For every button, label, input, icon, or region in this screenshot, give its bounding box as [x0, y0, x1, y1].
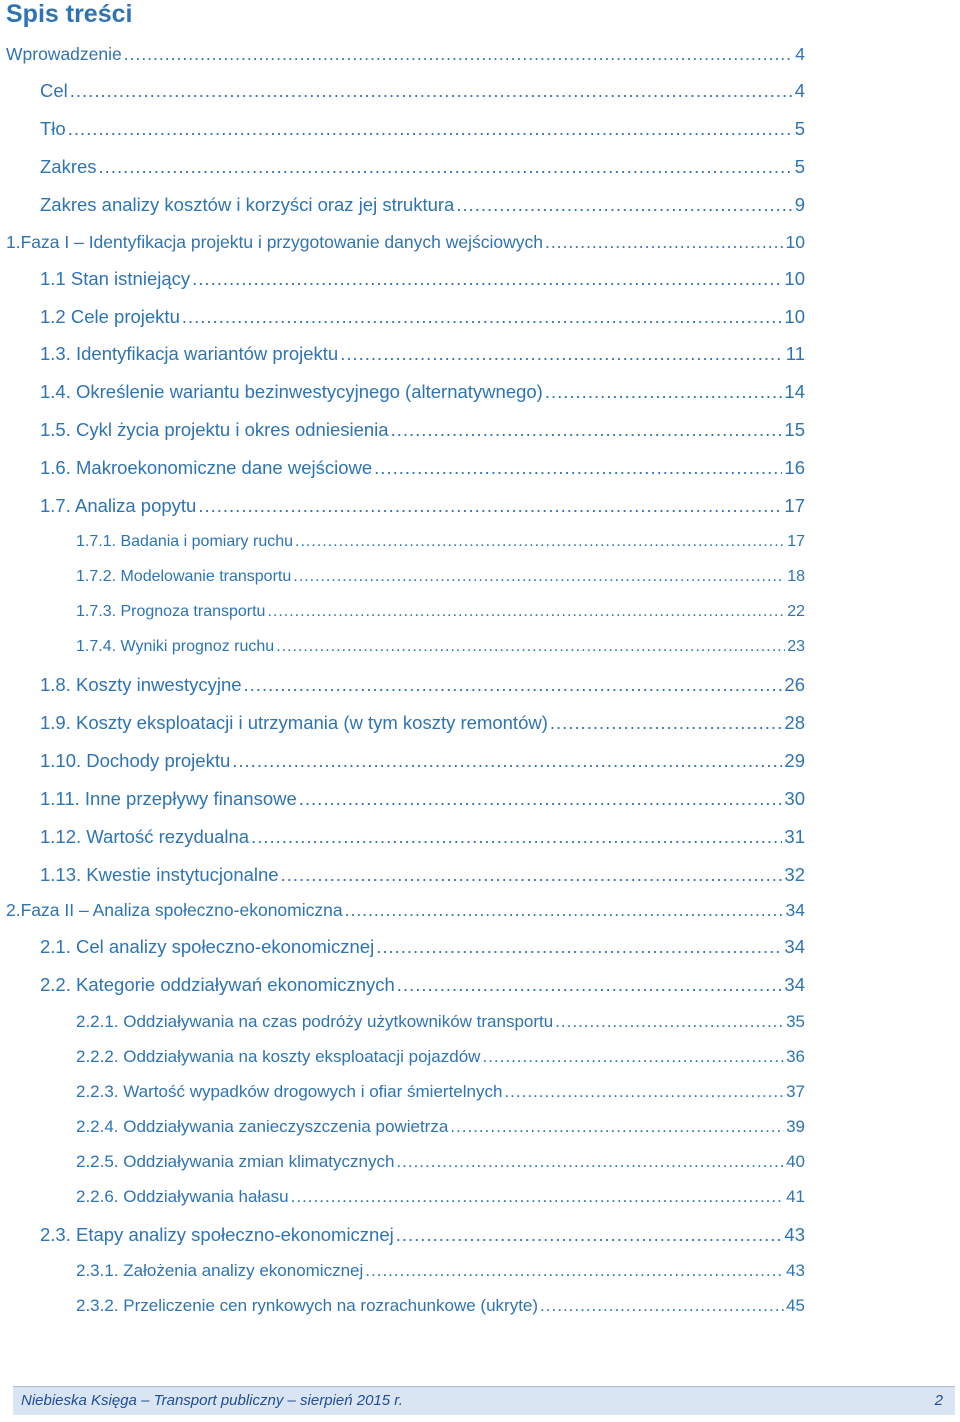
toc-dot-leader	[267, 603, 785, 621]
toc-dot-leader	[293, 568, 785, 586]
toc-dot-leader	[192, 268, 782, 290]
toc-entry-page: 43	[786, 1261, 805, 1280]
toc-entry[interactable]	[40, 381, 805, 403]
toc-entry-title: 1.8. Koszty inwestycyjne	[40, 674, 242, 695]
toc-entry[interactable]	[76, 1012, 805, 1032]
toc-entry-title: 2.3.1. Założenia analizy ekonomicznej	[76, 1261, 364, 1280]
toc-dot-leader	[397, 974, 783, 996]
toc-entry-title: 1.7.3. Prognoza transportu	[76, 603, 266, 620]
toc-entry-title: 1.7.1. Badania i pomiary ruchu	[76, 533, 294, 550]
toc-entry-page: 29	[784, 750, 805, 771]
toc-entry[interactable]	[76, 638, 805, 656]
toc-entry-title: 2.2.5. Oddziaływania zmian klimatycznych	[76, 1152, 395, 1171]
toc-entry-page: 32	[784, 864, 805, 885]
toc-entry-title: 2.2.2. Oddziaływania na koszty eksploatacji pojazdów	[76, 1047, 481, 1066]
toc-entry[interactable]	[40, 974, 805, 996]
toc-entry-page: 26	[784, 674, 805, 695]
toc-entry[interactable]	[76, 568, 805, 586]
toc-entry-page: 10	[784, 306, 805, 327]
toc-entry-page: 9	[794, 194, 805, 215]
toc-entry-page: 36	[786, 1047, 805, 1066]
toc-entry-title: 1.4. Określenie wariantu bezinwestycyjnego (alternatywnego)	[40, 381, 543, 402]
toc-entry[interactable]	[76, 1047, 805, 1067]
toc-entry[interactable]	[40, 80, 805, 102]
toc-dot-leader	[482, 1047, 784, 1067]
toc-entry-page: 30	[784, 788, 805, 809]
toc-entry[interactable]	[76, 1152, 805, 1172]
toc-entry[interactable]	[6, 232, 805, 253]
toc-entry-page: 34	[785, 900, 805, 920]
toc-entry[interactable]	[40, 343, 805, 365]
toc-entry-title: Zakres	[40, 156, 97, 177]
toc-entry-title: Cel	[40, 80, 68, 101]
toc-entry-number: 2.	[6, 900, 21, 920]
toc-entry[interactable]	[76, 1187, 805, 1207]
toc-dot-leader	[456, 194, 792, 216]
toc-entry-title: Faza I – Identyfikacja projektu i przygotowanie danych wejściowych	[20, 232, 543, 252]
toc-entry-title: 2.2.3. Wartość wypadków drogowych i ofiar śmiertelnych	[76, 1082, 503, 1101]
toc-entry-page: 10	[785, 232, 805, 252]
toc-entry-title: 1.9. Koszty eksploatacji i utrzymania (w tym koszty remontów)	[40, 712, 548, 733]
toc-entry[interactable]	[76, 533, 805, 551]
toc-entry-title: 2.2.6. Oddziaływania hałasu	[76, 1187, 289, 1206]
page-footer	[13, 1386, 955, 1415]
toc-entry-title: 1.6. Makroekonomiczne dane wejściowe	[40, 457, 373, 478]
toc-entry-title: 1.7.4. Wyniki prognoz ruchu	[76, 638, 275, 655]
toc-entry-page: 39	[786, 1117, 805, 1136]
toc-entry-page: 14	[784, 381, 805, 402]
toc-entry-title: 1.1 Stan istniejący	[40, 268, 191, 289]
toc-dot-leader	[276, 638, 785, 656]
toc-entry-title: Zakres analizy kosztów i korzyści oraz jej struktura	[40, 194, 455, 215]
toc-entry-page: 28	[784, 712, 805, 733]
toc-entry-page: 23	[787, 638, 805, 655]
toc-entry[interactable]	[6, 900, 805, 921]
toc-dot-leader	[545, 381, 783, 403]
toc-entry[interactable]	[40, 788, 805, 810]
toc-entry-title: 2.2. Kategorie oddziaływań ekonomicznych	[40, 974, 395, 995]
toc-entry-title: Tło	[40, 118, 66, 139]
toc-entry-title: 2.3.2. Przeliczenie cen rynkowych na rozrachunkowe (ukryte)	[76, 1296, 539, 1315]
toc-entry-page: 4	[795, 44, 805, 64]
toc-entry-title: 1.12. Wartość rezydualna	[40, 826, 250, 847]
toc-entry[interactable]	[40, 750, 805, 772]
toc-entry-title: 1.2 Cele projektu	[40, 306, 180, 327]
toc-entry-title: Faza II – Analiza społeczno-ekonomiczna	[20, 900, 343, 920]
toc-entry[interactable]	[76, 1296, 805, 1316]
toc-dot-leader	[540, 1296, 784, 1316]
toc-dot-leader	[70, 80, 793, 102]
toc-entry[interactable]	[40, 712, 805, 734]
toc-entry[interactable]	[40, 306, 805, 328]
toc-entry-page: 18	[787, 568, 805, 585]
toc-entry[interactable]	[40, 495, 805, 517]
toc-dot-leader	[396, 1152, 784, 1172]
toc-entry[interactable]	[76, 1261, 805, 1281]
toc-dot-leader	[99, 156, 793, 178]
footer-text: Niebieska Księga – Transport publiczny – sierpień 2015 r.	[21, 1392, 403, 1409]
toc-entry[interactable]	[40, 268, 805, 290]
toc-entry[interactable]	[40, 194, 805, 216]
toc-dot-leader	[295, 533, 785, 551]
toc-entry-title: 1.11. Inne przepływy finansowe	[40, 788, 297, 809]
toc-entry-title: 1.7.2. Modelowanie transportu	[76, 568, 292, 585]
toc-entry[interactable]	[40, 936, 805, 958]
toc-entry[interactable]	[76, 603, 805, 621]
toc-dot-leader	[396, 1224, 783, 1246]
toc-entry-page: 40	[786, 1152, 805, 1171]
toc-entry-page: 16	[784, 457, 805, 478]
toc-dot-leader	[291, 1187, 784, 1207]
toc-dot-leader	[450, 1117, 784, 1137]
toc-entry-page: 5	[794, 156, 805, 177]
toc-dot-leader	[232, 750, 782, 772]
toc-entry-page: 11	[785, 343, 805, 364]
toc-entry[interactable]	[40, 1224, 805, 1246]
toc-entry-page: 22	[787, 603, 805, 620]
toc-dot-leader	[365, 1261, 784, 1281]
toc-dot-leader	[545, 232, 784, 253]
toc-entry[interactable]	[6, 44, 805, 65]
toc-entry[interactable]	[40, 457, 805, 479]
toc-entry-title: 1.5. Cykl życia projektu i okres odniesienia	[40, 419, 389, 440]
toc-dot-leader	[299, 788, 783, 810]
toc-entry-page: 41	[786, 1187, 805, 1206]
toc-entry-title: 2.2.1. Oddziaływania na czas podróży użytkowników transportu	[76, 1012, 554, 1031]
toc-entry[interactable]	[40, 118, 805, 140]
toc-dot-leader	[198, 495, 782, 517]
toc-entry-page: 43	[784, 1224, 805, 1245]
toc-dot-leader	[182, 306, 783, 328]
page-title: Spis treści	[6, 0, 133, 28]
toc-entry-page: 10	[784, 268, 805, 289]
toc-entry-number: 1.	[6, 232, 21, 252]
toc-dot-leader	[340, 343, 784, 365]
toc-entry-page: 4	[794, 80, 805, 101]
toc-entry[interactable]	[76, 1082, 805, 1102]
toc-entry-page: 5	[794, 118, 805, 139]
toc-entry-page: 15	[784, 419, 805, 440]
toc-entry-title: 1.7. Analiza popytu	[40, 495, 197, 516]
toc-entry-page: 17	[787, 533, 805, 550]
toc-dot-leader	[251, 826, 782, 848]
toc-dot-leader	[345, 900, 784, 921]
toc-entry-page: 17	[784, 495, 805, 516]
toc-entry[interactable]	[76, 1117, 805, 1137]
toc-entry-title: 1.10. Dochody projektu	[40, 750, 231, 771]
toc-entry-title: 2.2.4. Oddziaływania zanieczyszczenia powietrza	[76, 1117, 449, 1136]
toc-entry-page: 34	[784, 974, 805, 995]
toc-entry-title: Wprowadzenie	[6, 44, 122, 64]
toc-dot-leader	[504, 1082, 784, 1102]
toc-entry-title: 2.3. Etapy analizy społeczno-ekonomicznej	[40, 1224, 394, 1245]
toc-entry[interactable]	[40, 674, 805, 696]
toc-entry[interactable]	[40, 419, 805, 441]
toc-dot-leader	[376, 936, 782, 958]
toc-entry-title: 1.13. Kwestie instytucjonalne	[40, 864, 279, 885]
toc-dot-leader	[550, 712, 783, 734]
toc-dot-leader	[391, 419, 783, 441]
toc-entry[interactable]	[40, 826, 805, 848]
toc-entry-title: 1.3. Identyfikacja wariantów projektu	[40, 343, 339, 364]
toc-entry-page: 45	[786, 1296, 805, 1315]
toc-dot-leader	[124, 44, 794, 65]
toc-entry-page: 31	[784, 826, 805, 847]
toc-dot-leader	[281, 864, 783, 886]
toc-entry[interactable]	[40, 156, 805, 178]
toc-dot-leader	[244, 674, 783, 696]
toc-dot-leader	[555, 1012, 784, 1032]
toc-dot-leader	[68, 118, 793, 140]
toc-entry-page: 37	[786, 1082, 805, 1101]
toc-entry-page: 35	[786, 1012, 805, 1031]
toc-entry-page: 34	[784, 936, 805, 957]
toc-entry[interactable]	[40, 864, 805, 886]
toc-entry-title: 2.1. Cel analizy społeczno-ekonomicznej	[40, 936, 375, 957]
toc-dot-leader	[374, 457, 782, 479]
footer-page-number: 2	[934, 1392, 943, 1409]
